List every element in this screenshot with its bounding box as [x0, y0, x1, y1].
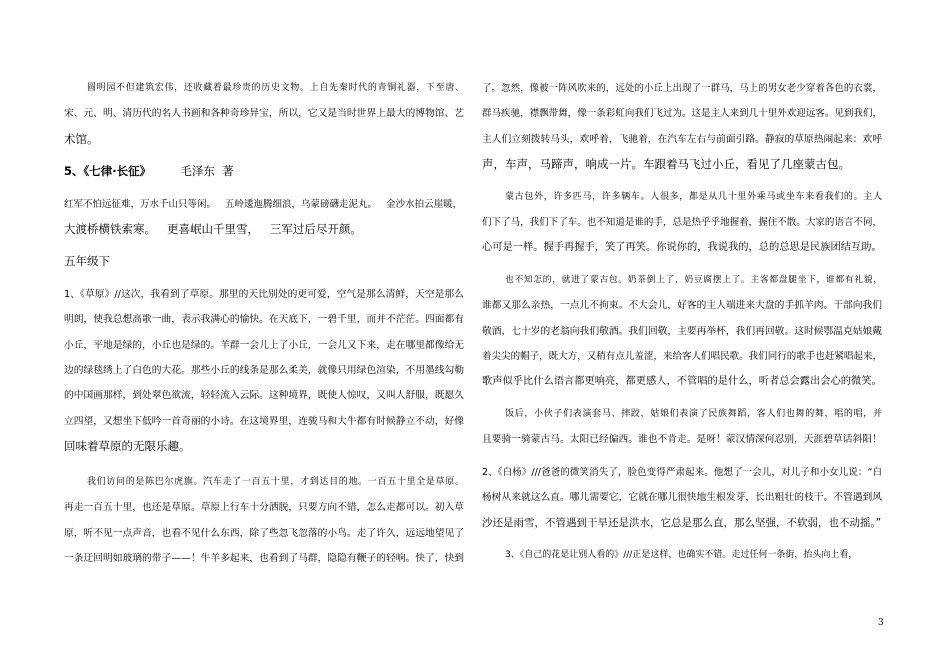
text-line: 小丘，平地是绿的，小丘也是绿的。羊群一会儿上了小丘，一会儿又下来，走在哪里都像给无	[64, 339, 464, 351]
text-line: 3、《自己的花是让别人看的》///正是这样，也确实不错。走过任何一条街，抬头向上看，	[505, 549, 858, 560]
text-line: 圆明园不但建筑宏伟，还收藏着最珍贵的历史文物。上自先秦时代的青铜礼器，下至唐、	[87, 83, 464, 93]
right-column	[482, 76, 882, 568]
text-line: 们下了马，我们下了车。也不知道是谁的手，总是热乎乎地握着，握住不散。大家的语言不同，	[482, 217, 882, 229]
text-line: 回味着草原的无限乐趣。	[64, 439, 191, 454]
text-line: 饭后，小伙子们表演套马、摔跤，姑娘们表演了民族舞蹈，客人们也舞的舞，唱的唱，并	[505, 408, 882, 419]
text-line: 了。忽然，像被一阵风吹来的，远处的小丘上出现了一群马，马上的男女老少穿着各色的衣裳，	[482, 83, 882, 94]
grade-heading: 五年级下	[64, 254, 110, 269]
text-line: 也不知怎的，就进了蒙古包。奶茶倒上了，奶豆腐摆上了。主客都盘腿坐下，谁都有礼貌，	[505, 274, 882, 285]
text-line: 再走一百五十里，也还是草原。草原上行车十分洒脱，只要方向不错，怎么走都可以。初入草	[64, 502, 464, 514]
poem-line: 红军不怕远征难，万水千山只等闲。 五岭逶迤腾细浪，乌蒙磅礴走泥丸。 金沙水拍云崖暖，	[64, 198, 463, 210]
text-line: 明朗，使我总想高歌一曲，表示我满心的愉快。在天底下，一碧千里，而并不茫茫。四面都有	[64, 314, 464, 326]
text-line: 且要骑一骑蒙古马。太阳已经偏西。谁也不肯走。是呀！蒙汉情深何忍别，天涯碧草话斜阳！	[482, 434, 882, 446]
text-line: 声，车声，马蹄声，响成一片。车跟着马飞过小丘，看见了几座蒙古包。	[482, 157, 850, 172]
text-line: 术馆。	[64, 131, 99, 146]
text-line: 原，听不见一点声音，也看不见什么东西，除了些忽飞忽落的小鸟。走了许久，远远地望见了	[64, 527, 464, 539]
text-line: 的中国画那样，到处翠色欲流，轻轻流入云际。这种境界，既使人惊叹，又叫人舒服，既愿久	[64, 390, 464, 402]
text-line: 一条迂回明如玻璃的带子——！牛羊多起来，也看到了马群，隐隐有鞭子的轻响。快了，快到	[64, 552, 464, 564]
left-column	[64, 76, 464, 571]
text-line: 心可是一样。握手再握手，笑了再笑。你说你的，我说我的，总的总思是民族团结互助。	[482, 241, 882, 254]
text-line: 着尖尖的帽子，既大方，又稍有点儿羞涩，来给客人们唱民歌。我们同行的歌手也赶紧唱起来，	[482, 351, 882, 363]
poem-line: 大渡桥横铁索寒。 更喜岷山千里雪， 三军过后尽开颜。	[64, 222, 362, 237]
text-line: 立四望，又想坐下低吟一首奇丽的小诗。在这境界里，连骏马和大牛都有时候静立不动，好像	[64, 415, 464, 427]
text-line: 敬酒，七十岁的老翁向我们敬酒。我们回敬，主要再举杯，我们再回敬。这时候鄂温克姑娘戴	[482, 325, 882, 337]
text-line: 1、《草原》//这次，我看到了草原。那里的天比别处的更可爱，空气是那么清鲜，天空是那么	[64, 288, 464, 300]
text-line: 2、《白杨》///爸爸的微笑消失了，脸色变得严肃起来。他想了一会儿，对儿子和小女儿说：“白	[482, 466, 882, 478]
text-line: 宋、元、明、清历代的名人书画和各种奇珍异宝，所以，它又是当时世界上最大的博物馆、艺	[64, 108, 464, 120]
text-line: 我们访问的是陈巴尔虎旗。汽车走了一百五十里，才到达目的地。一百五十里全是草原。	[87, 476, 464, 487]
poem-heading	[64, 159, 464, 184]
poem-title: 5、《七律·长征》	[64, 164, 152, 179]
text-line: 沙还是雨雪，不管遇到干旱还是洪水，它总是那么直，那么坚强，不软弱，也不动摇。”	[482, 516, 882, 529]
text-line: 群马疾驰，襟飘带舞，像一条彩虹向我们飞过为。这是主人来到几十里外欢迎远客。见到我们，	[482, 108, 882, 120]
text-line: 边的绿毯绣上了白色的大花。那些小丘的线条是那么柔美，就像只用绿色渲染，不用墨线勾勒	[64, 365, 464, 377]
text-line: 歌声似乎比什么语言都更响亮，都更感人，不管唱的是什么，听者总会露出会心的微笑。	[482, 375, 882, 388]
text-line: 杨树从来就这么直。哪儿需要它，它就在哪儿很快地生根发芽，长出粗壮的枝干。不管遇到风	[482, 492, 882, 504]
page-number: 3	[878, 618, 884, 628]
text-line: 蒙古包外，许多匹马，许多辆车。人很多，都是从几十里外乘马或坐车来看我们的。主人	[505, 191, 882, 202]
text-line: 谁都又那么亲热，一点儿不拘束。不大会儿，好客的主人端进来大盘的手抓羊肉。干部向我们	[482, 300, 882, 312]
text-line: 主人们立刻拨转马头，欢呼着，飞驰着，在汽车左右与前面引路。静寂的草原热闹起来：欢呼	[482, 133, 882, 145]
poem-author: 毛泽东 著	[180, 164, 234, 179]
